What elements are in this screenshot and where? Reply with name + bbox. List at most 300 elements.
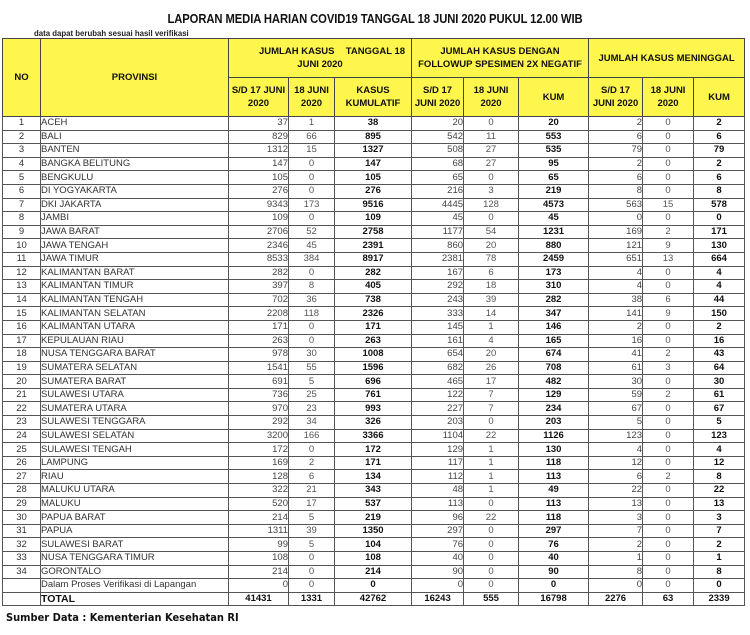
cell-m1: 123: [589, 429, 643, 443]
cell-k1: 128: [229, 470, 289, 484]
table-row: [3, 348, 745, 362]
cell-f2: 0: [464, 579, 519, 593]
cell-no: 3: [3, 144, 41, 158]
cell-m1: 4: [589, 443, 643, 457]
cell-f1: 112: [412, 470, 464, 484]
cell-f2: 26: [464, 361, 519, 375]
cell-k1: 105: [229, 171, 289, 185]
cell-f2: 0: [464, 117, 519, 131]
cell-k2: 17: [289, 497, 335, 511]
cell-f2: 11: [464, 130, 519, 144]
cell-f2: 1: [464, 456, 519, 470]
cell-m2: 0: [643, 524, 694, 538]
cell-no: [3, 579, 41, 593]
cell-f1: 40: [412, 552, 464, 566]
table-row: [3, 552, 745, 566]
cell-k1: 1311: [229, 524, 289, 538]
covid-report-table: [2, 38, 745, 606]
header-kasus-sd17: S/D 17 JUNI 2020: [229, 78, 289, 117]
cell-f1: 65: [412, 171, 464, 185]
cell-m2: 0: [643, 280, 694, 294]
cell-f3: 49: [519, 484, 589, 498]
cell-k3: 276: [335, 184, 412, 198]
cell-m1: 4: [589, 280, 643, 294]
cell-no: 22: [3, 402, 41, 416]
cell-m3: 3: [694, 511, 745, 525]
cell-k1: 2208: [229, 307, 289, 321]
cell-k1: 3200: [229, 429, 289, 443]
table-row: [3, 117, 745, 131]
cell-f3: 482: [519, 375, 589, 389]
cell-f1: 2381: [412, 252, 464, 266]
cell-k3: 537: [335, 497, 412, 511]
cell-m3: 1: [694, 552, 745, 566]
table-row: [3, 416, 745, 430]
cell-k2: 173: [289, 198, 335, 212]
cell-k1: 292: [229, 416, 289, 430]
cell-m1: 141: [589, 307, 643, 321]
cell-prov: BANGKA BELITUNG: [41, 157, 229, 171]
cell-m3: 61: [694, 388, 745, 402]
cell-f3: 310: [519, 280, 589, 294]
cell-m3: 2: [694, 538, 745, 552]
cell-k3: 134: [335, 470, 412, 484]
cell-no: 21: [3, 388, 41, 402]
cell-f2: 0: [464, 416, 519, 430]
cell-no: 13: [3, 280, 41, 294]
cell-k1: 108: [229, 552, 289, 566]
cell-prov: KALIMANTAN UTARA: [41, 320, 229, 334]
cell-f3: 4573: [519, 198, 589, 212]
cell-m3: 22: [694, 484, 745, 498]
cell-k1: 214: [229, 565, 289, 579]
cell-k2: 0: [289, 212, 335, 226]
cell-no: 11: [3, 252, 41, 266]
cell-prov: BENGKULU: [41, 171, 229, 185]
cell-f2: 39: [464, 293, 519, 307]
cell-m1: 67: [589, 402, 643, 416]
table-row: [3, 538, 745, 552]
cell-k2: 0: [289, 184, 335, 198]
cell-m2: 0: [643, 497, 694, 511]
cell-prov: PAPUA BARAT: [41, 511, 229, 525]
cell-m2: 9: [643, 239, 694, 253]
cell-m1: 30: [589, 375, 643, 389]
cell-f2: 18: [464, 280, 519, 294]
cell-f2: 54: [464, 225, 519, 239]
cell-m3: 43: [694, 348, 745, 362]
cell-m1: 61: [589, 361, 643, 375]
cell-k3: 405: [335, 280, 412, 294]
cell-m1: 16: [589, 334, 643, 348]
cell-f3: 129: [519, 388, 589, 402]
cell-k2: 0: [289, 334, 335, 348]
cell-f3: 118: [519, 456, 589, 470]
cell-f2: 3: [464, 184, 519, 198]
cell-f3: 90: [519, 565, 589, 579]
table-row: [3, 484, 745, 498]
cell-f1: 542: [412, 130, 464, 144]
cell-no: 28: [3, 484, 41, 498]
cell-k1: 99: [229, 538, 289, 552]
cell-f1: 243: [412, 293, 464, 307]
cell-f1: 216: [412, 184, 464, 198]
table-row: [3, 307, 745, 321]
table-row: [3, 470, 745, 484]
cell-f3: 553: [519, 130, 589, 144]
cell-prov: SULAWESI TENGAH: [41, 443, 229, 457]
cell-f2: 128: [464, 198, 519, 212]
cell-no: 27: [3, 470, 41, 484]
cell-k1: 520: [229, 497, 289, 511]
cell-m1: 59: [589, 388, 643, 402]
cell-k1: 322: [229, 484, 289, 498]
cell-k3: 343: [335, 484, 412, 498]
cell-f2: 17: [464, 375, 519, 389]
cell-k3: 2391: [335, 239, 412, 253]
cell-k2: 25: [289, 388, 335, 402]
cell-m1: 12: [589, 456, 643, 470]
cell-k2: 1: [289, 117, 335, 131]
cell-k2: 5: [289, 511, 335, 525]
cell-k3: 696: [335, 375, 412, 389]
cell-f2: 1: [464, 484, 519, 498]
cell-m1: 41: [589, 348, 643, 362]
cell-k2: 0: [289, 552, 335, 566]
cell-m3: 16: [694, 334, 745, 348]
cell-f3: 130: [519, 443, 589, 457]
cell-f1: 297: [412, 524, 464, 538]
cell-f2: 0: [464, 171, 519, 185]
cell-no: 29: [3, 497, 41, 511]
cell-k1: 282: [229, 266, 289, 280]
cell-f3: 880: [519, 239, 589, 253]
cell-m3: 6: [694, 171, 745, 185]
cell-f3: 234: [519, 402, 589, 416]
header-group-followup: JUMLAH KASUS DENGAN FOLLOWUP SPESIMEN 2X NEGATIF: [412, 39, 589, 78]
table-row: [3, 388, 745, 402]
table-row: [3, 293, 745, 307]
cell-m1: 2: [589, 117, 643, 131]
cell-prov: BANTEN: [41, 144, 229, 158]
cell-f3: 95: [519, 157, 589, 171]
cell-k2: 5: [289, 538, 335, 552]
cell-m3: 0: [694, 579, 745, 593]
cell-f3: 76: [519, 538, 589, 552]
cell-k3: 1008: [335, 348, 412, 362]
total-row: [3, 592, 745, 606]
cell-m2: 6: [643, 293, 694, 307]
cell-no: 9: [3, 225, 41, 239]
cell-f3: 113: [519, 470, 589, 484]
cell-m2: 2: [643, 348, 694, 362]
cell-no: 31: [3, 524, 41, 538]
cell-m2: 0: [643, 484, 694, 498]
cell-f1: 90: [412, 565, 464, 579]
cell-m2: 2: [643, 470, 694, 484]
cell-f1: 682: [412, 361, 464, 375]
cell-f2: 20: [464, 239, 519, 253]
report-subtitle: data dapat berubah sesuai hasil verifikasi: [34, 28, 189, 38]
cell-k2: 0: [289, 579, 335, 593]
cell-k3: 109: [335, 212, 412, 226]
cell-no: 25: [3, 443, 41, 457]
cell-m1: 38: [589, 293, 643, 307]
cell-f1: 48: [412, 484, 464, 498]
cell-prov: SUMATERA BARAT: [41, 375, 229, 389]
cell-f2: 7: [464, 388, 519, 402]
total-m3: 2339: [694, 592, 745, 606]
cell-m1: 13: [589, 497, 643, 511]
cell-k1: 0: [229, 579, 289, 593]
cell-m2: 0: [643, 579, 694, 593]
cell-f1: 68: [412, 157, 464, 171]
cell-prov: SUMATERA SELATAN: [41, 361, 229, 375]
cell-k2: 66: [289, 130, 335, 144]
cell-prov: SULAWESI SELATAN: [41, 429, 229, 443]
cell-f3: 219: [519, 184, 589, 198]
cell-f1: 129: [412, 443, 464, 457]
cell-prov: DKI JAKARTA: [41, 198, 229, 212]
cell-f1: 113: [412, 497, 464, 511]
cell-m3: 8: [694, 184, 745, 198]
table-row: [3, 280, 745, 294]
cell-k1: 2346: [229, 239, 289, 253]
cell-m2: 0: [643, 130, 694, 144]
cell-k3: 108: [335, 552, 412, 566]
cell-m1: 169: [589, 225, 643, 239]
cell-k3: 1350: [335, 524, 412, 538]
cell-m2: 0: [643, 157, 694, 171]
cell-k2: 6: [289, 470, 335, 484]
cell-m3: 2: [694, 320, 745, 334]
cell-f2: 1: [464, 470, 519, 484]
cell-k2: 5: [289, 375, 335, 389]
cell-k1: 978: [229, 348, 289, 362]
cell-prov: JAWA TIMUR: [41, 252, 229, 266]
cell-k1: 9343: [229, 198, 289, 212]
cell-f2: 20: [464, 348, 519, 362]
cell-f1: 227: [412, 402, 464, 416]
cell-prov: SULAWESI BARAT: [41, 538, 229, 552]
cell-f3: 708: [519, 361, 589, 375]
cell-k1: 147: [229, 157, 289, 171]
table-row: [3, 130, 745, 144]
cell-f3: 45: [519, 212, 589, 226]
table-row: [3, 225, 745, 239]
cell-m1: 563: [589, 198, 643, 212]
cell-m1: 5: [589, 416, 643, 430]
cell-k3: 1327: [335, 144, 412, 158]
cell-m3: 64: [694, 361, 745, 375]
cell-k2: 0: [289, 266, 335, 280]
cell-m1: 7: [589, 524, 643, 538]
cell-m2: 0: [643, 429, 694, 443]
cell-k3: 172: [335, 443, 412, 457]
cell-prov: SUMATERA UTARA: [41, 402, 229, 416]
cell-k1: 172: [229, 443, 289, 457]
total-m1: 2276: [589, 592, 643, 606]
header-meninggal-sd17: S/D 17 JUNI 2020: [589, 78, 643, 117]
cell-prov: GORONTALO: [41, 565, 229, 579]
cell-k2: 36: [289, 293, 335, 307]
cell-prov: NUSA TENGGARA TIMUR: [41, 552, 229, 566]
cell-k2: 45: [289, 239, 335, 253]
total-no: [3, 592, 41, 606]
cell-k2: 30: [289, 348, 335, 362]
cell-k3: 993: [335, 402, 412, 416]
cell-m2: 3: [643, 361, 694, 375]
cell-k2: 39: [289, 524, 335, 538]
cell-m1: 2: [589, 538, 643, 552]
table-row: [3, 456, 745, 470]
cell-f2: 78: [464, 252, 519, 266]
cell-m2: 0: [643, 538, 694, 552]
cell-m3: 44: [694, 293, 745, 307]
table-row: [3, 171, 745, 185]
cell-k3: 147: [335, 157, 412, 171]
cell-m3: 12: [694, 456, 745, 470]
table-row: [3, 511, 745, 525]
cell-f3: 282: [519, 293, 589, 307]
cell-k3: 171: [335, 456, 412, 470]
cell-m3: 8: [694, 470, 745, 484]
cell-k2: 23: [289, 402, 335, 416]
cell-no: 20: [3, 375, 41, 389]
cell-m1: 22: [589, 484, 643, 498]
cell-m3: 2: [694, 117, 745, 131]
cell-no: 6: [3, 184, 41, 198]
cell-m2: 0: [643, 320, 694, 334]
header-provinsi: PROVINSI: [41, 39, 229, 117]
cell-no: 5: [3, 171, 41, 185]
cell-f2: 0: [464, 552, 519, 566]
cell-m2: 0: [643, 171, 694, 185]
cell-m2: 0: [643, 402, 694, 416]
cell-f3: 1231: [519, 225, 589, 239]
cell-m2: 0: [643, 212, 694, 226]
cell-m2: 9: [643, 307, 694, 321]
cell-k2: 118: [289, 307, 335, 321]
cell-k2: 166: [289, 429, 335, 443]
cell-f3: 118: [519, 511, 589, 525]
cell-m2: 0: [643, 511, 694, 525]
cell-prov: Dalam Proses Verifikasi di Lapangan: [41, 579, 229, 593]
cell-no: 30: [3, 511, 41, 525]
table-row: [3, 361, 745, 375]
cell-prov: KALIMANTAN TIMUR: [41, 280, 229, 294]
cell-m3: 6: [694, 130, 745, 144]
cell-k3: 263: [335, 334, 412, 348]
cell-f1: 292: [412, 280, 464, 294]
header-kasus-jun18: 18 JUNI 2020: [289, 78, 335, 117]
cell-k3: 105: [335, 171, 412, 185]
cell-no: 32: [3, 538, 41, 552]
cell-f3: 203: [519, 416, 589, 430]
cell-prov: NUSA TENGGARA BARAT: [41, 348, 229, 362]
cell-k3: 38: [335, 117, 412, 131]
cell-m1: 651: [589, 252, 643, 266]
cell-f1: 860: [412, 239, 464, 253]
cell-f3: 347: [519, 307, 589, 321]
cell-no: 15: [3, 307, 41, 321]
cell-prov: PAPUA: [41, 524, 229, 538]
cell-m3: 5: [694, 416, 745, 430]
cell-k2: 0: [289, 565, 335, 579]
cell-prov: KALIMANTAN SELATAN: [41, 307, 229, 321]
cell-f1: 1177: [412, 225, 464, 239]
cell-m3: 67: [694, 402, 745, 416]
cell-m1: 2: [589, 157, 643, 171]
table-row: [3, 375, 745, 389]
cell-k3: 214: [335, 565, 412, 579]
table-row: [3, 402, 745, 416]
cell-prov: LAMPUNG: [41, 456, 229, 470]
cell-f3: 65: [519, 171, 589, 185]
cell-k3: 9516: [335, 198, 412, 212]
cell-f2: 0: [464, 565, 519, 579]
cell-m3: 150: [694, 307, 745, 321]
cell-k3: 326: [335, 416, 412, 430]
cell-m3: 8: [694, 565, 745, 579]
cell-m3: 4: [694, 443, 745, 457]
cell-prov: KALIMANTAN BARAT: [41, 266, 229, 280]
cell-k2: 55: [289, 361, 335, 375]
cell-k2: 21: [289, 484, 335, 498]
cell-m1: 0: [589, 212, 643, 226]
cell-f3: 2459: [519, 252, 589, 266]
cell-m2: 0: [643, 375, 694, 389]
cell-f1: 333: [412, 307, 464, 321]
cell-k3: 282: [335, 266, 412, 280]
cell-f3: 146: [519, 320, 589, 334]
cell-f1: 96: [412, 511, 464, 525]
cell-f2: 1: [464, 320, 519, 334]
table-row: [3, 524, 745, 538]
cell-m2: 0: [643, 184, 694, 198]
header-followup-kum: KUM: [519, 78, 589, 117]
cell-m3: 664: [694, 252, 745, 266]
cell-f3: 297: [519, 524, 589, 538]
cell-k1: 1541: [229, 361, 289, 375]
cell-k3: 761: [335, 388, 412, 402]
cell-no: 33: [3, 552, 41, 566]
cell-m1: 8: [589, 184, 643, 198]
cell-f3: 113: [519, 497, 589, 511]
table-row: [3, 443, 745, 457]
cell-m3: 4: [694, 266, 745, 280]
header-followup-jun18: 18 JUNI 2020: [464, 78, 519, 117]
cell-m2: 0: [643, 334, 694, 348]
cell-k1: 1312: [229, 144, 289, 158]
cell-k1: 736: [229, 388, 289, 402]
cell-f2: 14: [464, 307, 519, 321]
cell-m1: 4: [589, 266, 643, 280]
cell-m1: 8: [589, 565, 643, 579]
cell-m2: 0: [643, 456, 694, 470]
cell-prov: ACEH: [41, 117, 229, 131]
cell-f2: 7: [464, 402, 519, 416]
cell-f3: 1126: [519, 429, 589, 443]
table-row: [3, 212, 745, 226]
cell-m2: 0: [643, 416, 694, 430]
header-group-meninggal: JUMLAH KASUS MENINGGAL: [589, 39, 745, 78]
cell-k1: 397: [229, 280, 289, 294]
total-m2: 63: [643, 592, 694, 606]
cell-prov: RIAU: [41, 470, 229, 484]
cell-f2: 1: [464, 443, 519, 457]
table-row: [3, 198, 745, 212]
